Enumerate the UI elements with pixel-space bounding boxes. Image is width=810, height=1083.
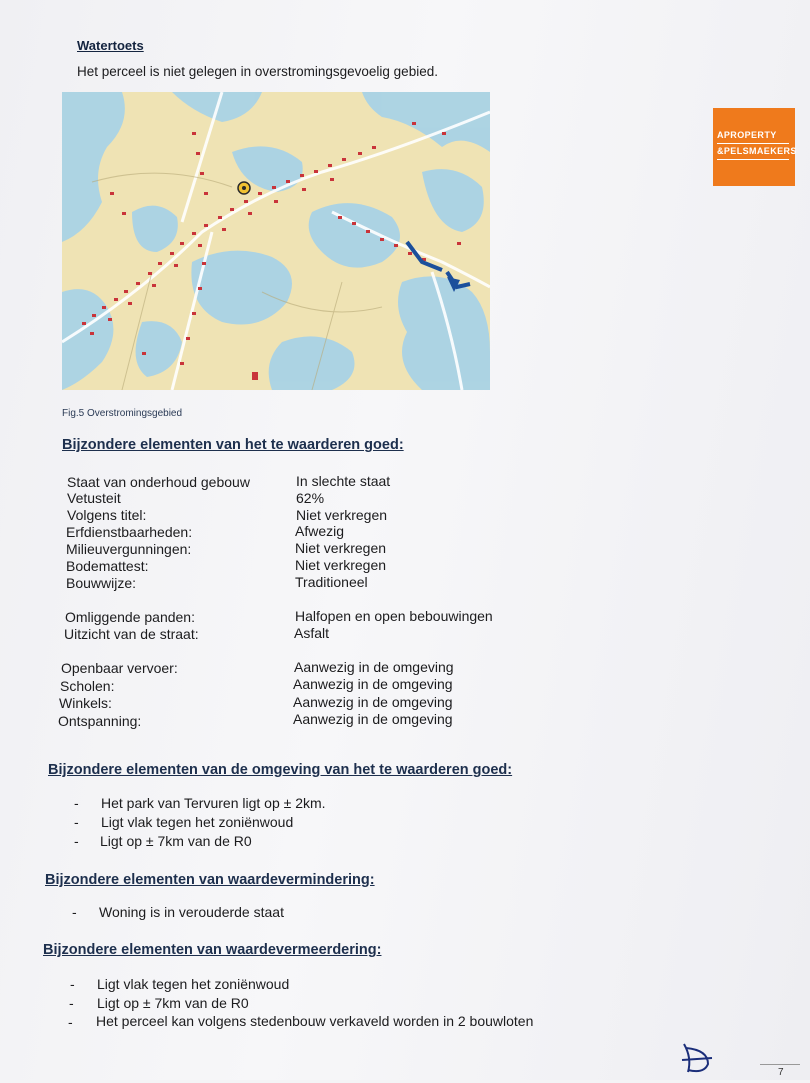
- footer-line: [760, 1064, 800, 1065]
- logo-line1: APROPERTY: [717, 130, 777, 140]
- row-label: Ontspanning:: [58, 713, 142, 729]
- row-value: In slechte staat: [296, 473, 391, 489]
- list-item: Ligt vlak tegen het zoniënwoud: [97, 976, 290, 992]
- logo-line2: &PELSMAEKERS: [717, 146, 797, 156]
- row-value: Aanwezig in de omgeving: [294, 659, 454, 675]
- row-value: Asfalt: [294, 625, 330, 641]
- list-item: Ligt op ± 7km van de R0: [100, 833, 252, 849]
- row-label: Omliggende panden:: [65, 609, 195, 625]
- row-value: Niet verkregen: [295, 557, 387, 573]
- list-item: Ligt op ± 7km van de R0: [97, 995, 249, 1011]
- flood-map: [62, 92, 490, 390]
- property-pelsmaekers-logo: [713, 108, 795, 186]
- row-label: Uitzicht van de straat:: [64, 626, 199, 642]
- list-item: Het park van Tervuren ligt op ± 2km.: [101, 795, 326, 811]
- row-value: Niet verkregen: [295, 540, 387, 556]
- row-label: Bodemattest:: [66, 558, 149, 574]
- row-value: Niet verkregen: [296, 507, 388, 523]
- flood-map-graphic: [62, 92, 490, 390]
- list-item: Het perceel kan volgens stedenbouw verkaveld worden in 2 bouwloten: [96, 1013, 534, 1029]
- list-item: Woning is in verouderde staat: [99, 904, 284, 920]
- section-title-omgeving: Bijzondere elementen van de omgeving van het te waarderen goed:: [48, 762, 513, 778]
- row-label: Bouwwijze:: [66, 575, 137, 591]
- row-label: Winkels:: [59, 695, 112, 711]
- row-label: Vetusteit: [67, 490, 121, 506]
- row-value: Afwezig: [295, 523, 345, 539]
- page-number: 7: [778, 1067, 784, 1078]
- section-title-goed: Bijzondere elementen van het te waarderen goed:: [62, 437, 404, 453]
- watertoets-title: Watertoets: [77, 38, 144, 53]
- row-label: Scholen:: [60, 678, 115, 694]
- section-title-waardevermeerdering: Bijzondere elementen van waardevermeerdering:: [43, 942, 382, 958]
- row-value: Aanwezig in de omgeving: [293, 694, 453, 710]
- row-label: Staat van onderhoud gebouw: [67, 474, 250, 490]
- row-value: Halfopen en open bebouwingen: [295, 608, 493, 624]
- row-label: Openbaar vervoer:: [61, 660, 178, 676]
- list-item: Ligt vlak tegen het zoniënwoud: [101, 814, 294, 830]
- row-value: Aanwezig in de omgeving: [293, 676, 453, 692]
- document-page: Watertoets Het perceel is niet gelegen in overstromingsgevoelig gebied. Fig.5 Overstromingsgebied APROPERTY &PELSMAEKERS Bijzondere elementen van het te waarderen goed: Staat van onderhoud gebouw In slechte staat Vetusteit 62% Volgens titel: Niet verkregen Erfdienstbaarheden: Afwezig Milieuvergunningen: Niet verkregen Bodemattest: Niet verkregen Bouwwijze: Traditioneel Omliggende panden: Halfopen en open bebouwingen Uitzicht van de straat: Asfalt Openbaar vervoer: Aanwezig in de omgeving Scholen: Aanwezig in de omgeving Winkels: Aanwezig in de omgeving Ontspanning: Aanwezig in de omgeving Bijzondere elementen van de omgeving van het te waarderen goed: - Het park van Tervuren ligt op ± 2km. - Ligt vlak tegen het zoniënwoud - Ligt op ± 7km van de R0 Bijzondere elementen van waardevermindering: - Woning is in verouderde staat Bijzondere elementen van waardevermeerdering: - Ligt vlak tegen het zoniënwoud - Ligt op ± 7km van de R0 - Het perceel kan volgens stedenbouw verkaveld worden in 2 bouwloten 7: [0, 0, 810, 1080]
- row-value: Aanwezig in de omgeving: [293, 711, 453, 727]
- signature-mark: [678, 1038, 718, 1083]
- row-label: Milieuvergunningen:: [66, 541, 192, 557]
- section-title-waardevermindering: Bijzondere elementen van waardevermindering:: [45, 872, 375, 888]
- map-caption: Fig.5 Overstromingsgebied: [62, 408, 183, 419]
- row-label: Erfdienstbaarheden:: [66, 524, 193, 540]
- row-value: Traditioneel: [295, 574, 368, 590]
- watertoets-text: Het perceel is niet gelegen in overstromingsgevoelig gebied.: [77, 64, 438, 79]
- row-label: Volgens titel:: [67, 507, 147, 523]
- row-value: 62%: [296, 490, 325, 506]
